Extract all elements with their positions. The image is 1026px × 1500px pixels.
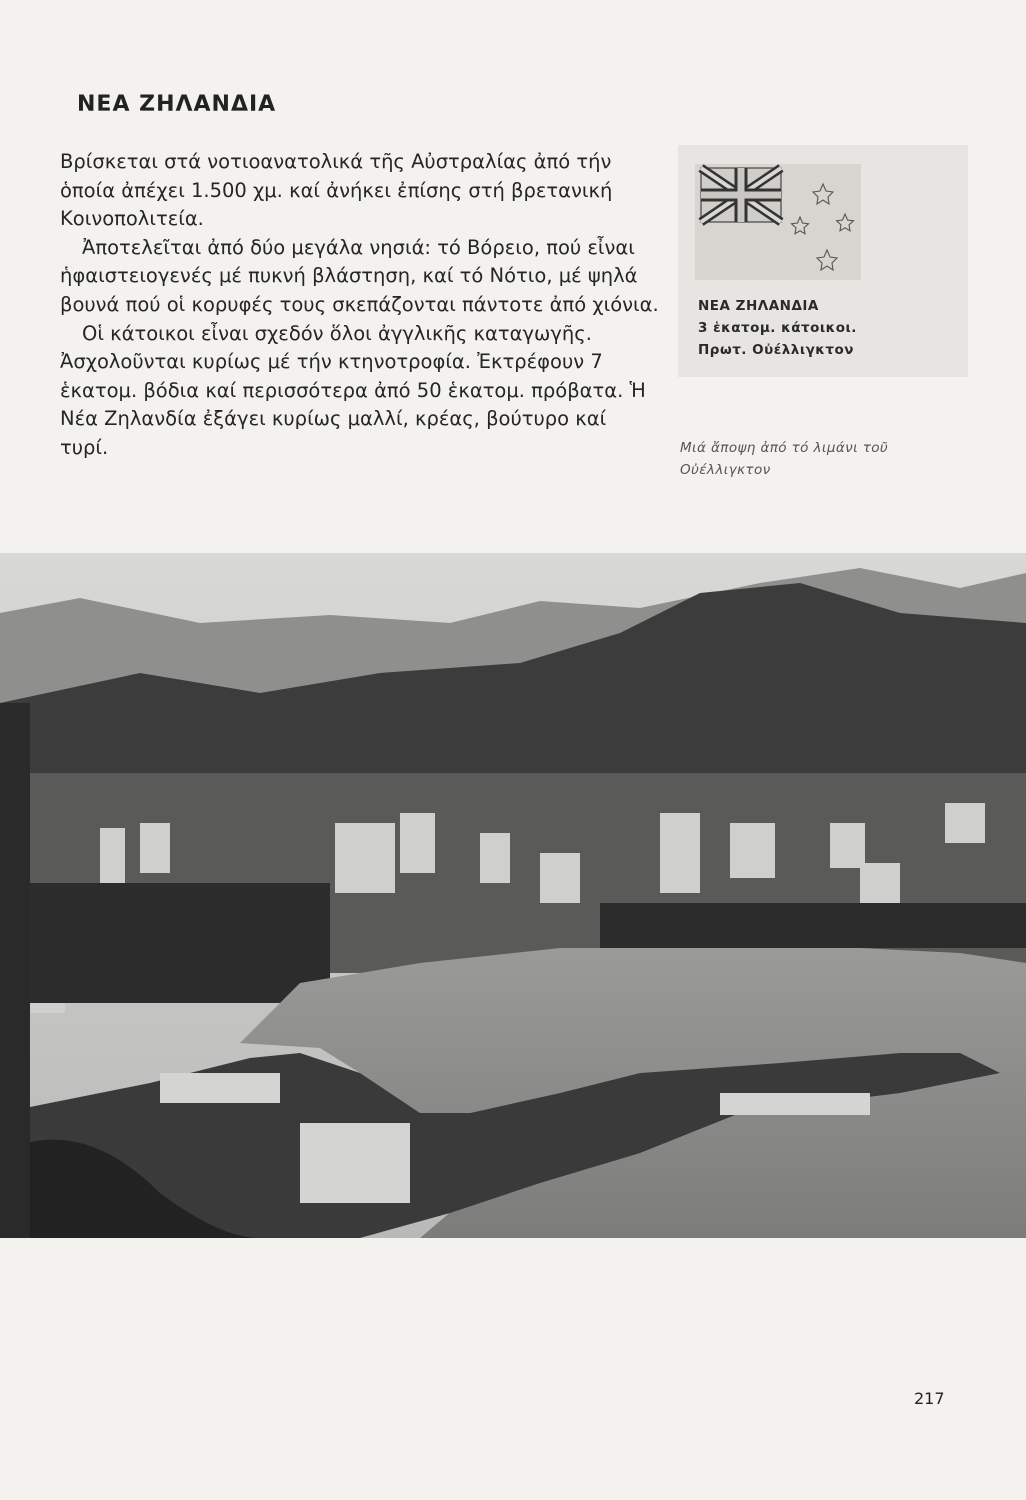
page-title: ΝΕΑ ΖΗΛΑΝΔΙΑ	[77, 92, 277, 117]
paragraph-inhabitants: Οἱ κάτοικοι εἶναι σχεδόν ὅλοι ἀγγλικῆς καταγωγῆς. Ἀσχολοῦνται κυρίως μέ τήν κτηνοτροφία. Ἐκτρέφουν 7 ἑκατομ. βόδια καί περισσότερα ἀπό 50 ἑκατομ. πρόβατα. Ἡ Νέα Ζηλανδία ἐξάγει κυρίως μαλλί, κρέας, βούτυρο καί τυρί.	[60, 321, 646, 459]
paragraph-location: Βρίσκεται στά νοτιοανατολικά τῆς Αὐστραλίας ἀπό τήν ὁποία ἀπέχει 1.500 χμ. καί ἀνήκει ἐπίσης στή βρετανική Κοινοπολιτεία.	[60, 150, 613, 231]
paragraph-islands: Ἀποτελεῖται ἀπό δύο μεγάλα νησιά: τό Βόρειο, πού εἶναι ἡφαιστειογενές μέ πυκνή βλάστηση, καί τό Νότιο, μέ ψηλά βουνά πού οἱ κορυφές τους σκεπάζονται πάντοτε ἀπό χιόνια.	[60, 235, 659, 316]
photo-caption: Μιά ἄποψη ἀπό τό λιμάνι τοῦ Οὐέλλιγκτον	[680, 440, 889, 478]
infobox-country: ΝΕΑ ΖΗΛΑΝΔΙΑ	[698, 298, 819, 314]
union-jack-icon	[701, 168, 781, 222]
page-number: 217	[914, 1389, 945, 1408]
wellington-harbour-photo	[0, 553, 1026, 1238]
infobox-capital: Πρωτ. Οὐέλλιγκτον	[698, 342, 854, 358]
new-zealand-flag-icon	[695, 164, 861, 280]
country-infobox	[678, 145, 968, 377]
infobox-population: 3 ἑκατομ. κάτοικοι.	[698, 320, 857, 336]
body-text	[60, 148, 660, 463]
